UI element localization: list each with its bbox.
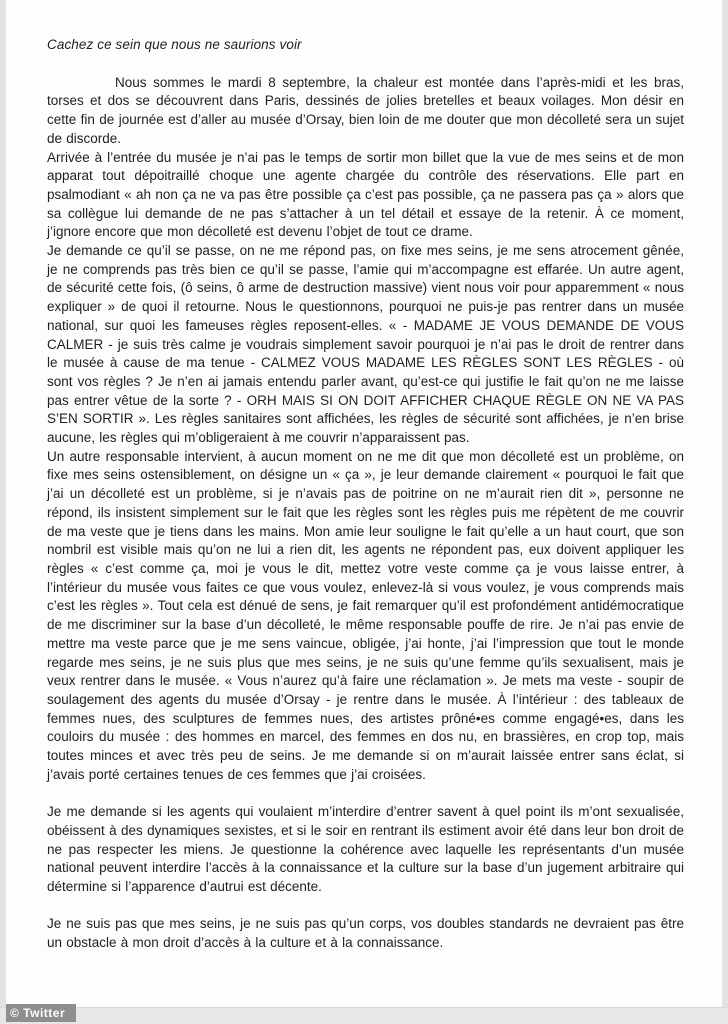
- document-title: Cachez ce sein que nous ne saurions voir: [47, 37, 302, 52]
- twitter-credit-badge: © Twitter: [6, 1004, 76, 1022]
- body-paragraph: Arrivée à l’entrée du musée je n’ai pas le temps de sortir mon billet que la vue de mes seins et de mon apparat tout dépoitraillé choque une agente chargée du contrôle des réservations. Elle part en psalmodiant « ah non ça ne va pas être possible ça c’est pas possible, ça ne passera pas ça » alors que sa collègue lui demande de ne pas s’attacher à un tel détail et essaye de la retenir. À ce moment, j’ignore encore que mon décolleté est devenu l’objet de tout ce drame.: [47, 149, 684, 240]
- body-paragraph: Je ne suis pas que mes seins, je ne suis pas qu’un corps, vos doubles standards ne devraient pas être un obstacle à mon droit d’accès à la culture et à la connaissance.: [47, 916, 684, 951]
- body-paragraph: Je me demande si les agents qui voulaient m’interdire d’entrer savent à quel point ils m’ont sexualisée, obéissent à des dynamiques sexistes, et si le soir en rentrant ils estiment avoir été dans leur bon droit de ne pas respecter les miens. Je questionne la cohérence avec laquelle les représentants d’un musée national peuvent interdire l’accès à la connaissance et la culture sur la base d’un jugement arbitraire qui détermine si l’apparence d’autrui est décente.: [47, 804, 684, 894]
- body-paragraph: Un autre responsable intervient, à aucun moment on ne me dit que mon décolleté est un problème, on fixe mes seins ostensiblement, on désigne un « ça », je leur demande clairement « pourquoi le fait que j’ai un décolleté est un problème, si je n’avais pas de poitrine on ne m’aurait rien dit », personne ne répond, ils insistent simplement sur le fait que les règles sont les règles puis me répètent de me couvrir de ma veste que je tiens dans les mains. Mon amie leur souligne le fait qu’elle a un haut court, que son nombril est visible mais qu’on ne lui a rien dit, les agents ne répondent pas, eux doivent appliquer les règles « c’est comme ça, moi je vous le dit, mettez votre veste comme ça je vous laisse entrer, à l’intérieur du musée vous faites ce que vous voulez, enlevez-là si vous voulez, je vous comprends mais c’est les règles ». Tout cela est dénué de sens, je fait remarquer qu’il est profondément antidémocratique de me discriminer sur la base d’un décolleté, le même responsable pouffe de rire. Je n’ai pas envie de mettre ma veste parce que je me sens vaincue, obligée, j’ai honte, j’ai l’impression que tout le monde regarde mes seins, je ne suis plus que mes seins, je ne suis qu’une femme qu’ils sexualisent, mais je veux rentrer dans le musée. « Vous n’aurez qu’à faire une réclamation ». Je mets ma veste - soupir de soulagement des agents du musée d’Orsay - je rentre dans le musée. À l’intérieur : des tableaux de femmes nues, des sculptures de femmes nues, des artistes prôné•es comme engagé•es, dans les couloirs du musée : des hommes en marcel, des femmes en dos nu, en brassières, en crop top, mais toutes minces et avec très peu de seins. Je me demande si on m’aurait laissée entrer sans éclat, si j’avais porté certaines tenues de ces femmes que j’ai croisées.: [47, 448, 684, 782]
- document-page: [6, 0, 722, 1007]
- body-paragraph: Nous sommes le mardi 8 septembre, la chaleur est montée dans l’après-midi et les bras, torses et dos se découvrent dans Paris, dessinés de jolies bretelles et beaux voilages. Mon désir en cette fin de journée est d’aller au musée d’Orsay, bien loin de me douter que mon décolleté sera un sujet de discorde.: [47, 74, 684, 146]
- page-bottom-strip: [0, 1007, 728, 1024]
- body-paragraph: Je demande ce qu’il se passe, on ne me répond pas, on fixe mes seins, je me sens atrocement gênée, je ne comprends pas très bien ce qu’il se passe, l’amie qui m’accompagne est effarée. Un autre agent, de sécurité cette fois, (ô seins, ô arme de destruction massive) vient nous voir pour apparemment « nous expliquer » de quoi il retourne. Nous le questionnons, pourquoi ne puis-je pas rentrer dans un musée national, sur quoi les fameuses règles reposent-elles. « - MADAME JE VOUS DEMANDE DE VOUS CALMER - je suis très calme je voudrais simplement savoir pourquoi je n’ai pas le droit de rentrer dans le musée à cause de ma tenue - CALMEZ VOUS MADAME LES RÈGLES SONT LES RÈGLES - où sont vos règles ? Je n’en ai jamais entendu parler avant, qu’est-ce qui justifie le fait qu’on ne me laisse pas entrer vêtue de la sorte ? - ORH MAIS SI ON DOIT AFFICHER CHAQUE RÈGLE ON NE VA PAS S’EN SORTIR ». Les règles sanitaires sont affichées, les règles de sécurité sont affichées, je n’en brise aucune, les règles qui m’obligeraient à me couvrir n’apparaissent pas.: [47, 243, 684, 446]
